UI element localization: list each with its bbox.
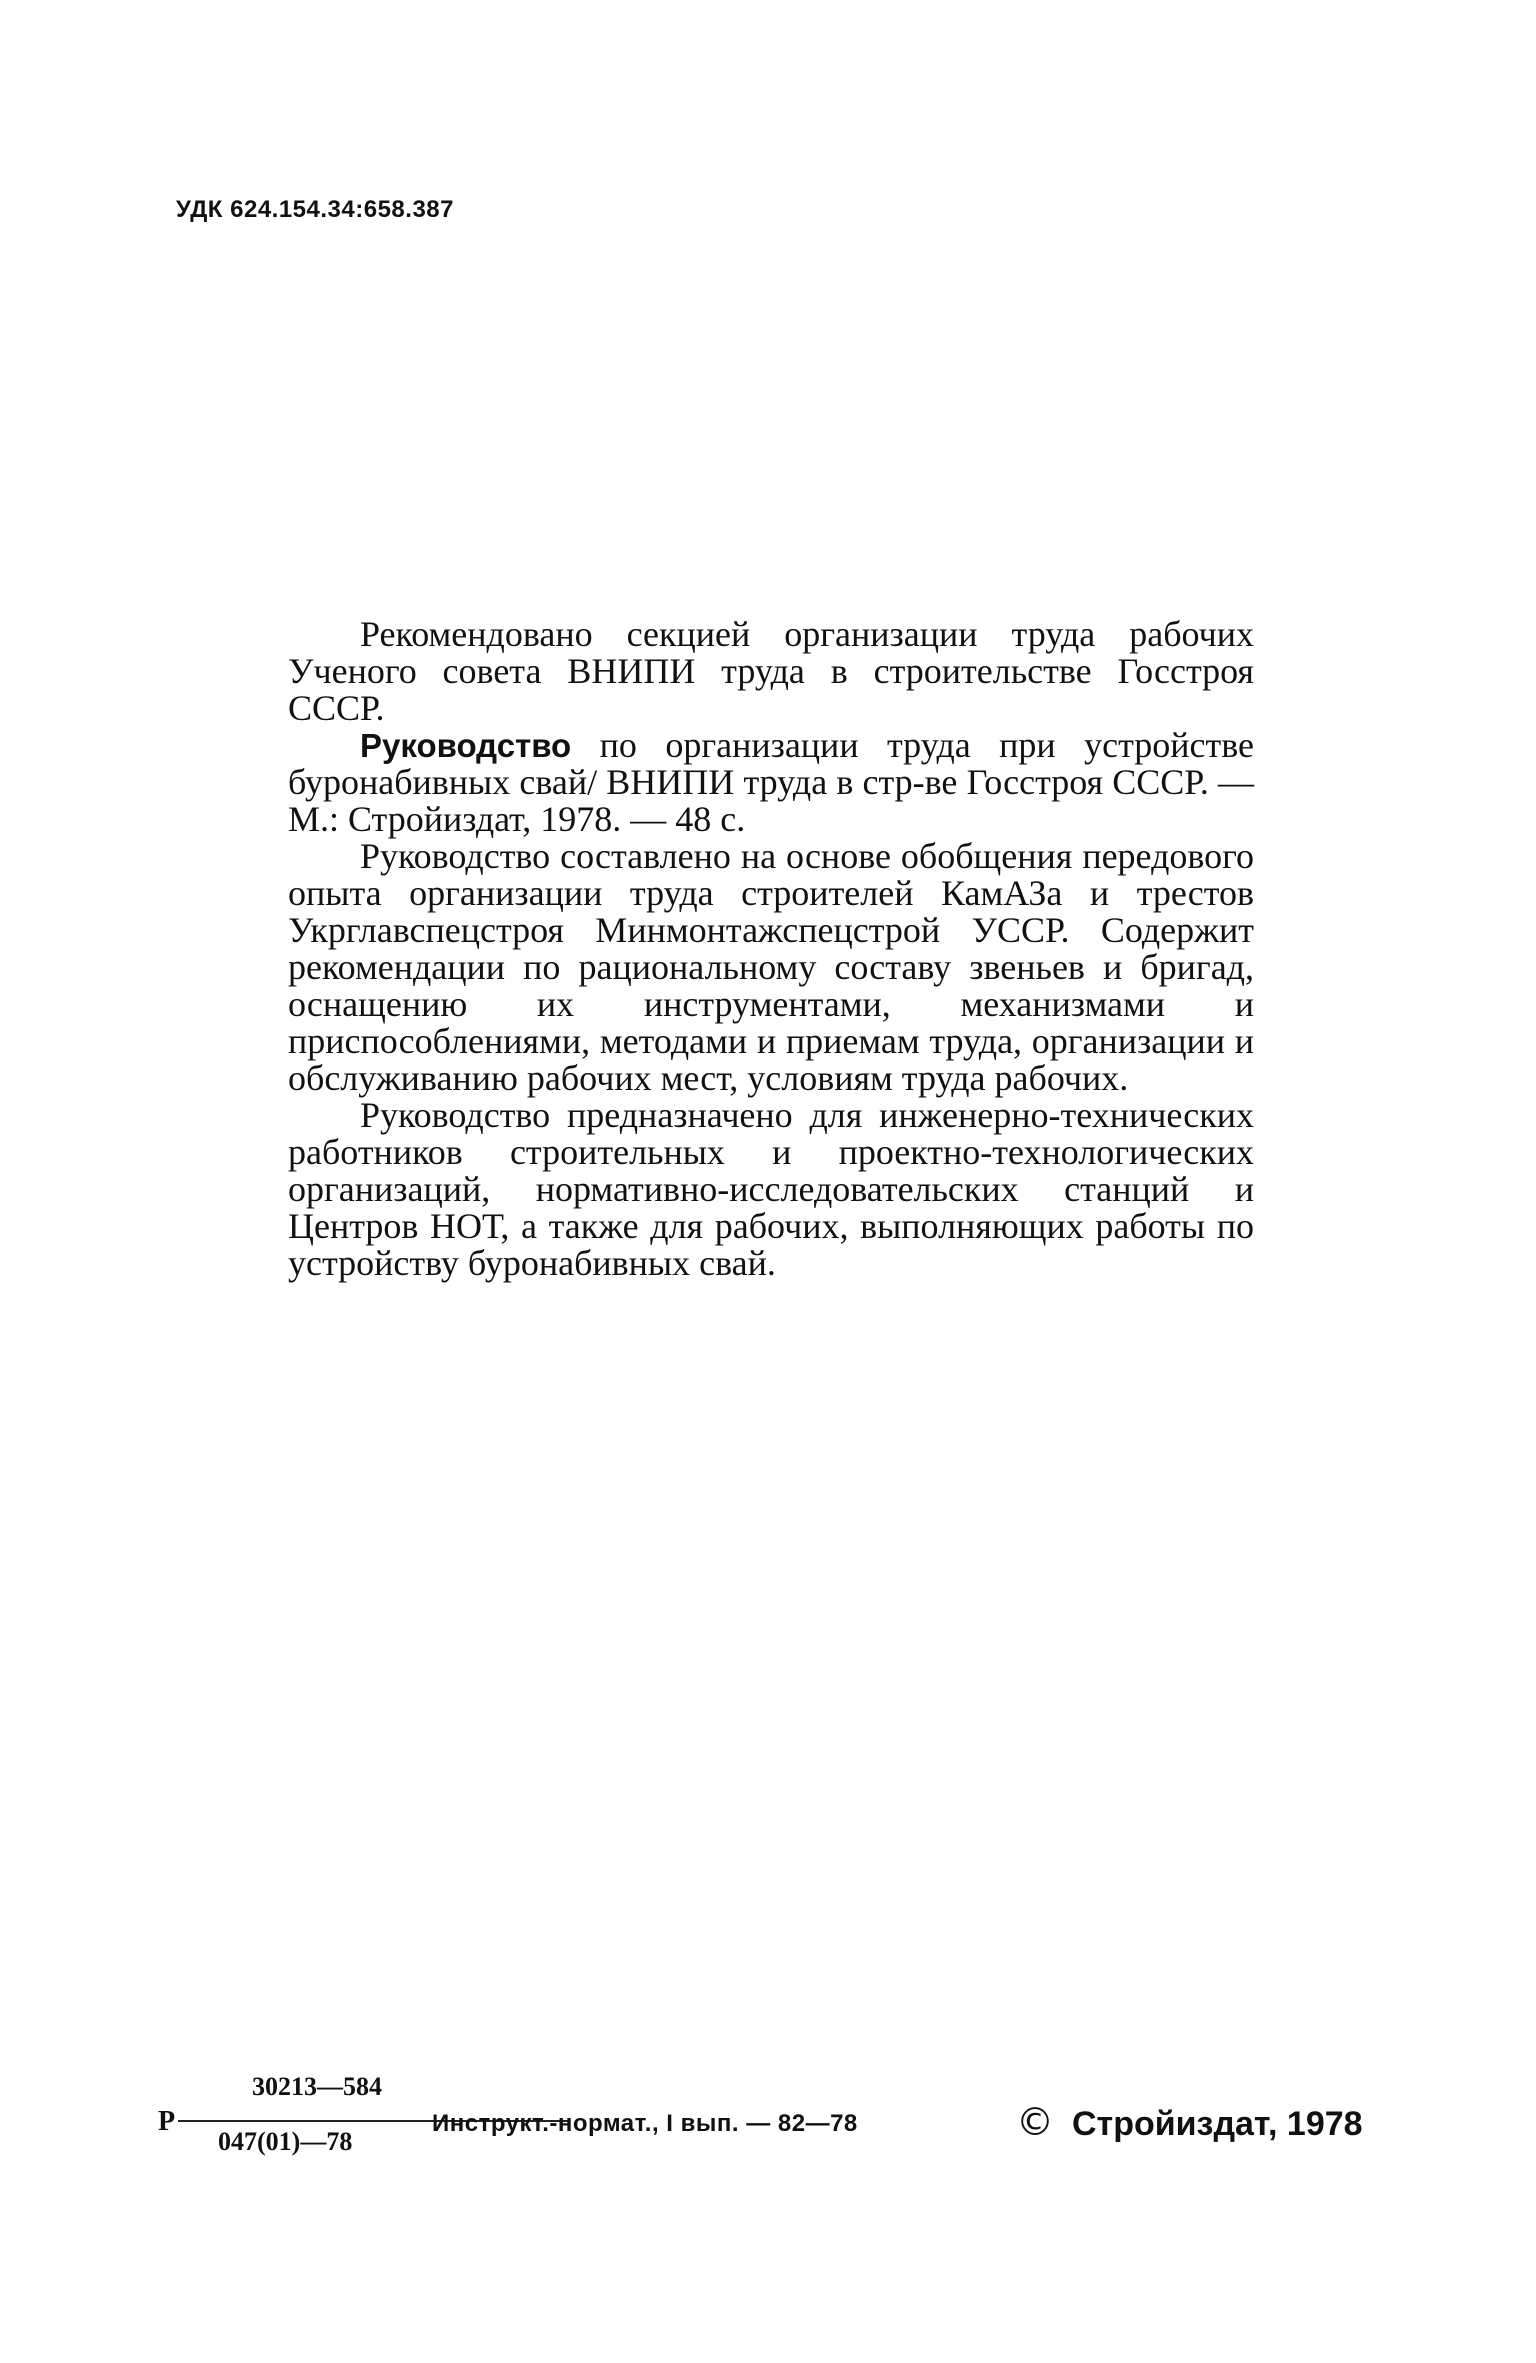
audience-paragraph [288,1097,1254,1282]
paragraph-text: по организации труда при устройстве буронабивных свай/ ВНИПИ труда в стр-ве Госстроя СССР. — М.: Стройиздат, 1978. — 48 с. [288,725,1254,839]
bibliographic-paragraph [288,727,1254,838]
abstract-text-block [288,616,1254,1282]
copyright-icon: © [1016,2100,1054,2144]
index-numerator: 30213—584 [252,2072,382,2101]
index-denominator: 047(01)—78 [218,2127,353,2156]
paragraph-text: Рекомендовано секцией организации труда рабочих Ученого совета ВНИПИ труда в строительстве Госстроя СССР. [288,614,1254,728]
paragraph-lead: Руководство [360,727,572,764]
paragraph-text: Руководство предназначено для инженерно-технических работников строительных и проектно-технологических организаций, нормативно-исследовательских станций и Центров НОТ, а также для рабочих, выполняющих работы по устройству буронабивных свай. [288,1095,1254,1283]
udk-code: УДК 624.154.34:658.387 [176,196,454,223]
paragraph-text: Руководство составлено на основе обобщения передового опыта организации труда строителей КамАЗа и трестов Укрглавспецстроя Минмонтажспецстрой УССР. Содержит рекомендации по рациональному составу звеньев и бригад, оснащению их инструментами, механизмами и приспособлениями, методами и приемам труда, организации и обслуживанию рабочих мест, условиям труда рабочих. [288,836,1254,1098]
copyright-notice [1016,2100,1363,2144]
recommendation-paragraph [288,616,1254,727]
instruction-note: Инструкт.-нормат., I вып. — 82—78 [432,2110,858,2137]
copyright-text: Стройиздат, 1978 [1072,2105,1363,2143]
imprint-line [158,2072,1378,2162]
index-letter: Р [158,2106,176,2137]
summary-paragraph [288,838,1254,1097]
